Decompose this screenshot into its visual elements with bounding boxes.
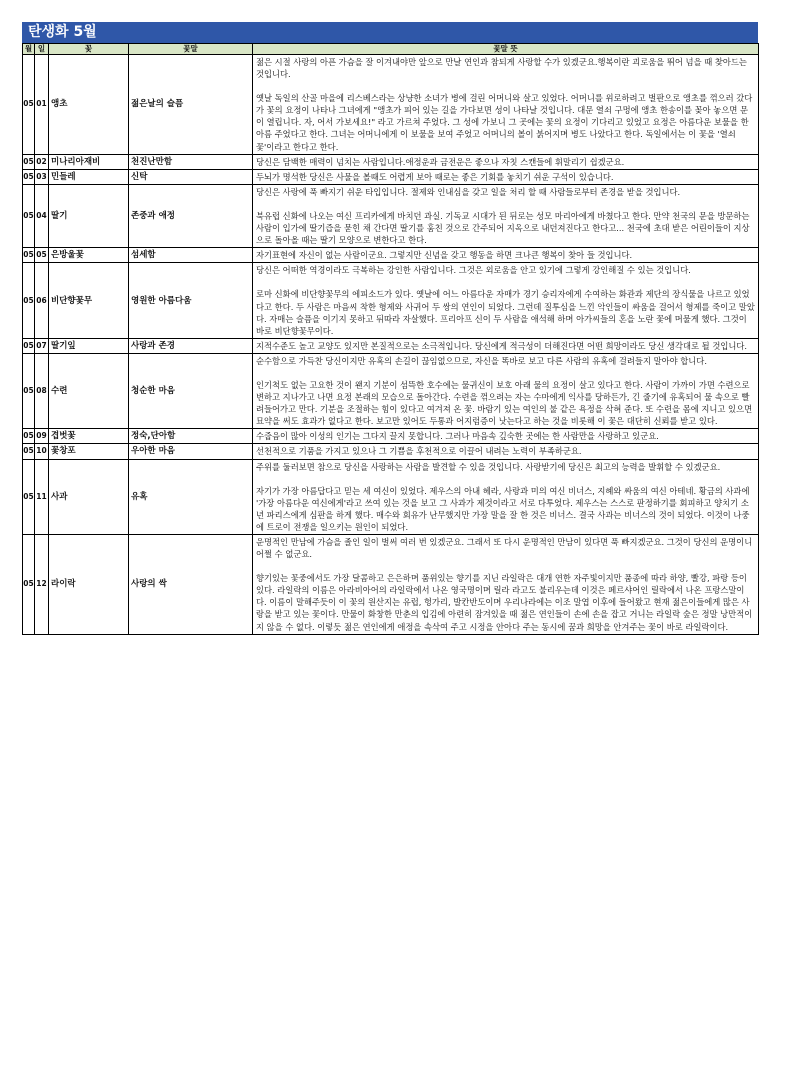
meaning-cell xyxy=(253,169,759,184)
table-header-row xyxy=(23,44,759,55)
paragraph-gap xyxy=(256,198,755,210)
day-cell: 06 xyxy=(35,263,49,338)
flower-language: 유혹 xyxy=(129,459,253,534)
day-cell: 05 xyxy=(35,248,49,263)
paragraph-gap xyxy=(256,367,755,379)
flower-name: 사과 xyxy=(49,459,129,534)
flower-language: 천진난만함 xyxy=(129,154,253,169)
header-month: 월 xyxy=(23,44,35,55)
table-row xyxy=(23,444,759,459)
meaning-summary: 운명적인 만남에 가슴을 졸인 일이 벌써 여러 번 있겠군요. 그래서 또 다시 운명적인 만남이 있다면 푹 빠지겠군요. 그것이 당신의 운명이니 어쩔 수 없군요. xyxy=(256,537,753,560)
paragraph-gap xyxy=(256,276,755,288)
table-row xyxy=(23,184,759,247)
flower-name: 딸기잎 xyxy=(49,338,129,353)
meaning-cell xyxy=(253,429,759,444)
flower-language: 섬세함 xyxy=(129,248,253,263)
flower-name: 민들레 xyxy=(49,169,129,184)
meaning-cell xyxy=(253,459,759,534)
flower-name: 비단향꽃무 xyxy=(49,263,129,338)
day-cell: 01 xyxy=(35,55,49,155)
meaning-legend: 인기척도 없는 고요한 것이 왠지 기분이 섬뜩한 호수에는 물귀신이 보호 아래 물의 요정이 살고 있다고 한다. 사람이 가까이 가면 수련으로 변하고 지나가고 나면 요정 본래의 모습으로 돌아간다. 수련을 꺾으려는 자는 수마에게 익사를 당하든가, 긴 줄기에 유혹되어 물 속으로 빨려들어가고 만다. 기분을 조절하는 힘이 있다고 여겨져 온 꽃. 바람기 있는 여인의 불 같은 욕정을 삭혀 준다. 또 수련을 몸에 지니고 있으면 묘약을 써도 효과가 없다고 한다. 보고만 있어도 두통과 어지럼증이 낫는다고 하는 것을 비롯해 이 꽃은 대단히 신뢰를 받고 있다. xyxy=(256,379,753,427)
day-cell: 08 xyxy=(35,353,49,428)
header-day: 일 xyxy=(35,44,49,55)
month-cell: 05 xyxy=(23,55,35,155)
meaning-cell xyxy=(253,248,759,263)
meaning-summary: 당신은 어떠한 역경이라도 극복하는 강인한 사람입니다. 그것은 외로움을 안고 있기에 그렇게 강인해질 수 있는 것입니다. xyxy=(256,265,691,276)
meaning-cell xyxy=(253,338,759,353)
flower-name: 딸기 xyxy=(49,184,129,247)
meaning-legend: 로마 신화에 비단향꽃무의 에피소드가 있다. 옛날에 어느 아름다운 자매가 경기 승리자에게 수여하는 화관과 제단의 장식물을 나르고 있었다고 한다. 두 사람은 마음씨 착한 형제와 사귀어 두 쌍의 연인이 되었다. 그런데 질투심을 느낀 악인들이 싸움을 걸어서 형제를 죽이고 말았다. 자매는 슬픔을 이기지 못하고 뒤따라 자살했다. 프리아프 신이 두 사람을 애석해 하며 아가씨들의 혼을 노란 꽃에 머물게 했다. 그것이 바로 비단향꽃무이다. xyxy=(256,289,755,336)
flower-name: 꽃창포 xyxy=(49,444,129,459)
meaning-summary: 주위를 둘러보면 참으로 당신을 사랑하는 사람을 발견할 수 있을 것입니다. 사랑받기에 당신은 최고의 능력을 발휘할 수 있겠군요. xyxy=(256,461,721,472)
table-row xyxy=(23,263,759,338)
flower-name: 앵초 xyxy=(49,55,129,155)
table-row xyxy=(23,535,759,635)
meaning-cell xyxy=(253,184,759,247)
flower-language: 영원한 아름다움 xyxy=(129,263,253,338)
meaning-cell xyxy=(253,444,759,459)
paragraph-gap xyxy=(256,80,755,92)
month-cell: 05 xyxy=(23,444,35,459)
meaning-cell xyxy=(253,263,759,338)
flower-name: 라이락 xyxy=(49,535,129,635)
month-cell: 05 xyxy=(23,535,35,635)
table-row xyxy=(23,338,759,353)
header-flower: 꽃 xyxy=(49,44,129,55)
meaning-summary: 자기표현에 자신이 없는 사람이군요. 그렇지만 신념을 갖고 행동을 하면 크나큰 행복이 찾아 들 것입니다. xyxy=(256,250,633,261)
header-flower-language: 꽃말 xyxy=(129,44,253,55)
meaning-cell xyxy=(253,154,759,169)
flower-name: 은방울꽃 xyxy=(49,248,129,263)
month-cell: 05 xyxy=(23,248,35,263)
month-cell: 05 xyxy=(23,429,35,444)
day-cell: 03 xyxy=(35,169,49,184)
paragraph-gap xyxy=(256,560,755,572)
table-row xyxy=(23,154,759,169)
page-title: 탄생화 5월 xyxy=(22,22,758,43)
meaning-summary: 두뇌가 명석한 당신은 사물을 볼때도 어렵게 보아 때로는 좋은 기회를 놓치기 쉬운 구석이 있습니다. xyxy=(256,171,614,182)
month-cell: 05 xyxy=(23,169,35,184)
day-cell: 04 xyxy=(35,184,49,247)
table-row xyxy=(23,459,759,534)
meaning-legend: 자기가 가장 아름답다고 믿는 세 여신이 있었다. 제우스의 아내 헤라, 사랑과 미의 여신 비너스, 지혜와 싸움의 여신 아테네. 황금의 사과에 '가장 아름다운 여신에게'라고 쓰여 있는 것을 보고 그 사과가 제것이라고 서로 다투었다. 제우스는 스스로 판정하기를 회피하고 양치기 소년 파리스에게 심판을 하게 했다. 매수와 회유가 난무했지만 가장 말을 잘 한 것은 비너스. 결국 사과는 비너스의 것이 되었다. 이것이 나중에 트로이 전쟁을 일으키는 원인이 되었다. xyxy=(256,485,750,532)
flower-name: 겹벗꽃 xyxy=(49,429,129,444)
flower-language: 사랑의 싹 xyxy=(129,535,253,635)
meaning-cell xyxy=(253,55,759,155)
day-cell: 09 xyxy=(35,429,49,444)
meaning-legend: 북유럽 신화에 나오는 여신 프리카에게 바치던 과실. 기독교 시대가 된 뒤로는 성모 마리아에게 바쳤다고 한다. 만약 천국의 문을 방문하는 사람이 입가에 딸기즙을 묻힌 채 간다면 딸기를 훔친 것으로 간주되어 지옥으로 내던져진다고 한다고... 천국에 초대 받은 어린이들이 지상으로 돌아올 때는 딸기 모양으로 변한다고 한다. xyxy=(256,210,750,246)
flower-language: 신탁 xyxy=(129,169,253,184)
month-cell: 05 xyxy=(23,353,35,428)
meaning-cell xyxy=(253,535,759,635)
birth-flower-table xyxy=(22,43,759,635)
meaning-summary: 당신은 담백한 매력이 넘치는 사람입니다.애정운과 금전운은 좋으나 자칫 스캔들에 휘말리기 쉽겠군요. xyxy=(256,156,625,167)
paragraph-gap xyxy=(256,473,755,485)
meaning-legend: 옛날 독일의 산골 마을에 리스베스라는 상냥한 소녀가 병에 걸린 어머니와 살고 있었다. 어머니를 위로하려고 벌판으로 앵초를 꺾으러 갔다가 꽃의 요정이 나타나 그녀에게 "앵초가 피어 있는 길을 가다보면 성이 나타날 것입니다. 대문 열쇠 구멍에 앵초 한송이를 꽂아 놓으면 문이 열립니다. 자, 어서 가보세요!" 라고 가르쳐 주었다. 그 성에 가보니 그 곳에는 꽃의 요정이 기다리고 있었고 요정은 아름다운 보물을 한아름 주었다고 한다. 그녀는 어머니에게 이 보물을 보여 주었고 어머니의 볼이 붉어지며 병도 나았다고 한다. 독일에서는 이 꽃을 '열쇠 꽃'이라고 한다고 한다. xyxy=(256,93,753,152)
header-meaning: 꽃말 뜻 xyxy=(253,44,759,55)
table-row xyxy=(23,248,759,263)
meaning-summary: 지적수준도 높고 교양도 있지만 본질적으로는 소극적입니다. 당신에게 적극성이 더해진다면 어떤 희망이라도 당신 생각대로 될 것입니다. xyxy=(256,340,748,351)
meaning-summary: 수줍음이 많아 이성의 인기는 그다지 끌지 못합니다. 그러나 마음속 깊숙한 곳에는 한 사람만을 사랑하고 있군요. xyxy=(256,431,659,442)
meaning-cell xyxy=(253,353,759,428)
day-cell: 02 xyxy=(35,154,49,169)
flower-language: 청순한 마음 xyxy=(129,353,253,428)
day-cell: 10 xyxy=(35,444,49,459)
table-row xyxy=(23,429,759,444)
month-cell: 05 xyxy=(23,263,35,338)
month-cell: 05 xyxy=(23,338,35,353)
day-cell: 11 xyxy=(35,459,49,534)
flower-language: 젊은날의 슬픔 xyxy=(129,55,253,155)
table-row xyxy=(23,55,759,155)
month-cell: 05 xyxy=(23,154,35,169)
meaning-summary: 순수함으로 가득찬 당신이지만 유혹의 손길이 끊임없으므로, 자신을 똑바로 보고 다른 사람의 유혹에 걸려들지 말아야 합니다. xyxy=(256,355,707,366)
table-row xyxy=(23,169,759,184)
table-row xyxy=(23,353,759,428)
flower-name: 미나리아재비 xyxy=(49,154,129,169)
day-cell: 07 xyxy=(35,338,49,353)
flower-language: 우아한 마음 xyxy=(129,444,253,459)
flower-language: 정숙,단아함 xyxy=(129,429,253,444)
flower-language: 사랑과 존경 xyxy=(129,338,253,353)
day-cell: 12 xyxy=(35,535,49,635)
meaning-summary: 젊은 시절 사랑의 아픈 가슴을 잘 이겨내야만 앞으로 만날 연인과 참되게 사랑할 수가 있겠군요.행복이란 괴로움을 뛰어 넘을 때 찾아드는 것입니다. xyxy=(256,57,747,80)
flower-language: 존중과 애정 xyxy=(129,184,253,247)
month-cell: 05 xyxy=(23,459,35,534)
month-cell: 05 xyxy=(23,184,35,247)
birth-flower-sheet xyxy=(22,22,758,635)
meaning-legend: 향기있는 꽃중에서도 가장 달콤하고 은은하며 품위있는 향기를 지닌 라일락은 대개 연한 자주빛이지만 품종에 따라 하양, 빨강, 파랑 등이 있다. 라일락의 이름은 아라비아어의 라일락에서 나온 영국명이며 릴라 라고도 불리우는데 이것은 페르샤어인 릴락에서 나온 프랑스말이다. 이름이 말해주듯이 이 꽃의 원산지는 유럽, 헝가리, 발칸반도이며 우리나라에는 이조 말엽 이후에 들어왔고 현재 젊은이들에게 많은 사랑을 받고 있는 꽃이다. 만물이 화창한 만춘의 입김에 아련히 잠겨있을 때 젊은 연인들이 손에 손을 잡고 거니는 라일락 숲은 정말 낭만적이지 않을 수 없다. 이렇듯 젊은 연인에게 애정을 속삭여 주고 시정을 안아다 주는 동시에 꿈과 희망을 안겨주는 꽃이 바로 라일락이다. xyxy=(256,573,753,632)
flower-name: 수련 xyxy=(49,353,129,428)
meaning-summary: 선천적으로 기품을 가지고 있으나 그 기쁨을 후천적으로 이끌어 내려는 노력이 부족하군요. xyxy=(256,446,582,457)
meaning-summary: 당신은 사랑에 푹 빠지기 쉬운 타입입니다. 절제와 인내심을 갖고 일을 처리 할 때 사람들로부터 존경을 받을 것입니다. xyxy=(256,186,681,197)
